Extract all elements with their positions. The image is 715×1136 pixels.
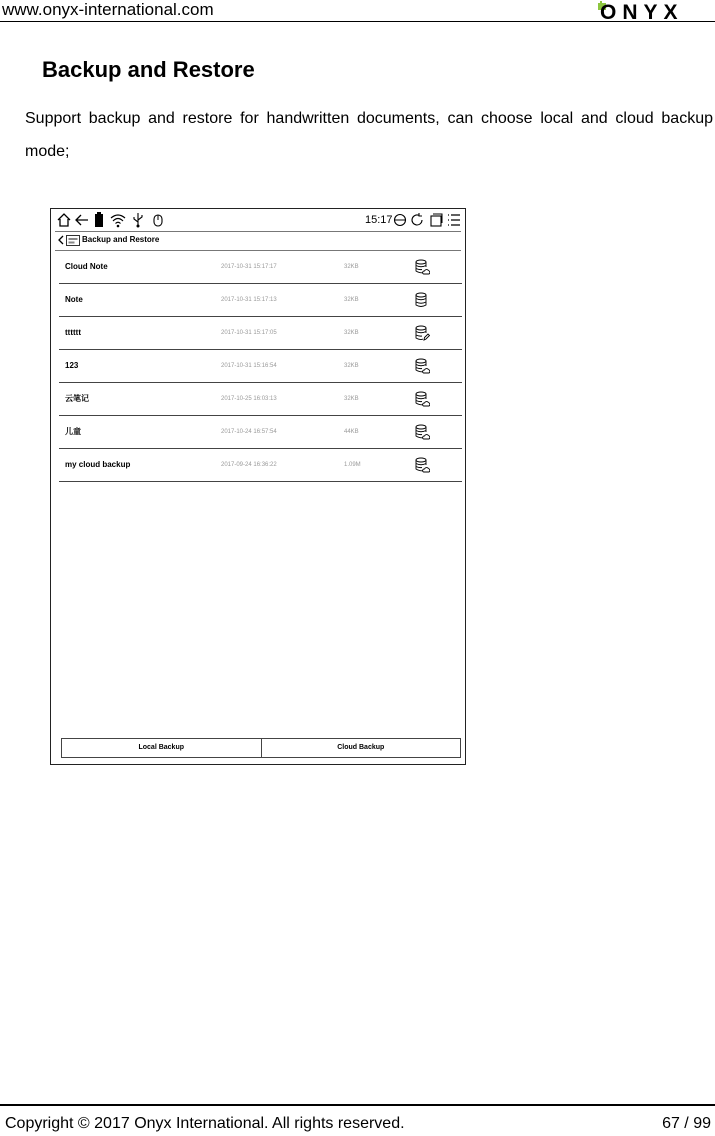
cloud-database-icon[interactable] — [414, 457, 430, 473]
item-size: 32KB — [344, 264, 359, 270]
device-screenshot — [50, 208, 466, 765]
onyx-logo — [596, 1, 714, 21]
item-size: 44KB — [344, 429, 359, 435]
screen-title: Backup and Restore — [82, 235, 160, 244]
mouse-icon — [152, 212, 164, 228]
site-url[interactable]: www.onyx-international.com — [2, 0, 214, 19]
item-date: 2017-10-31 15:17:17 — [221, 264, 277, 270]
back-arrow-icon[interactable] — [74, 212, 90, 228]
list-item[interactable] — [59, 317, 462, 350]
footer-rule — [0, 1104, 715, 1106]
refresh-icon[interactable] — [393, 212, 407, 228]
list-item[interactable] — [59, 449, 462, 482]
section-body: Support backup and restore for handwritten documents, can choose local and cloud backup mode; — [25, 110, 713, 160]
copyright: Copyright © 2017 Onyx International. All rights reserved. — [5, 1115, 405, 1132]
local-database-icon[interactable] — [414, 292, 430, 308]
list-item[interactable] — [59, 383, 462, 416]
cloud-database-icon[interactable] — [414, 358, 430, 374]
item-name: Cloud Note — [65, 262, 108, 271]
sync-icon[interactable] — [410, 212, 424, 228]
cloud-backup-button[interactable]: Cloud Backup — [261, 739, 461, 757]
local-backup-button[interactable]: Local Backup — [138, 744, 184, 751]
list-item[interactable] — [59, 284, 462, 317]
svg-text:ONYX: ONYX — [600, 1, 684, 21]
window-icon[interactable] — [429, 212, 443, 228]
page-number: 67 / 99 — [662, 1115, 711, 1132]
backup-buttons — [61, 738, 461, 758]
section-title: Backup and Restore — [42, 57, 255, 82]
list-item[interactable] — [59, 416, 462, 449]
item-size: 1.09M — [344, 462, 361, 468]
usb-icon — [132, 212, 144, 228]
item-date: 2017-10-31 15:17:05 — [221, 330, 277, 336]
menu-icon[interactable] — [447, 212, 461, 228]
item-date: 2017-09-24 16:36:22 — [221, 462, 277, 468]
list-item[interactable] — [59, 350, 462, 383]
item-name: tttttt — [65, 328, 81, 337]
status-time: 15:17 — [365, 214, 393, 226]
list-item[interactable] — [59, 251, 462, 284]
header-rule — [0, 21, 715, 22]
wifi-icon — [110, 212, 126, 228]
item-date: 2017-10-31 15:16:54 — [221, 363, 277, 369]
page-header — [0, 0, 715, 22]
item-size: 32KB — [344, 297, 359, 303]
item-name: 云笔记 — [65, 394, 89, 403]
status-bar — [51, 209, 465, 231]
cloud-database-icon[interactable] — [414, 424, 430, 440]
home-icon[interactable] — [56, 212, 72, 228]
item-date: 2017-10-31 15:17:13 — [221, 297, 277, 303]
cloud-database-icon[interactable] — [414, 391, 430, 407]
item-name: my cloud backup — [65, 460, 131, 469]
item-size: 32KB — [344, 330, 359, 336]
backup-list — [59, 251, 462, 482]
item-name: 123 — [65, 361, 79, 370]
title-bar — [55, 231, 461, 251]
item-size: 32KB — [344, 363, 359, 369]
item-date: 2017-10-25 16:03:13 — [221, 396, 277, 402]
item-date: 2017-10-24 16:57:54 — [221, 429, 277, 435]
battery-icon — [94, 212, 104, 228]
item-name: 儿童 — [65, 427, 81, 436]
item-name: Note — [65, 295, 83, 304]
backup-app-icon — [66, 235, 80, 246]
item-size: 32KB — [344, 396, 359, 402]
edit-database-icon[interactable] — [414, 325, 430, 341]
cloud-database-icon[interactable] — [414, 259, 430, 275]
chevron-left-icon[interactable] — [58, 235, 64, 245]
